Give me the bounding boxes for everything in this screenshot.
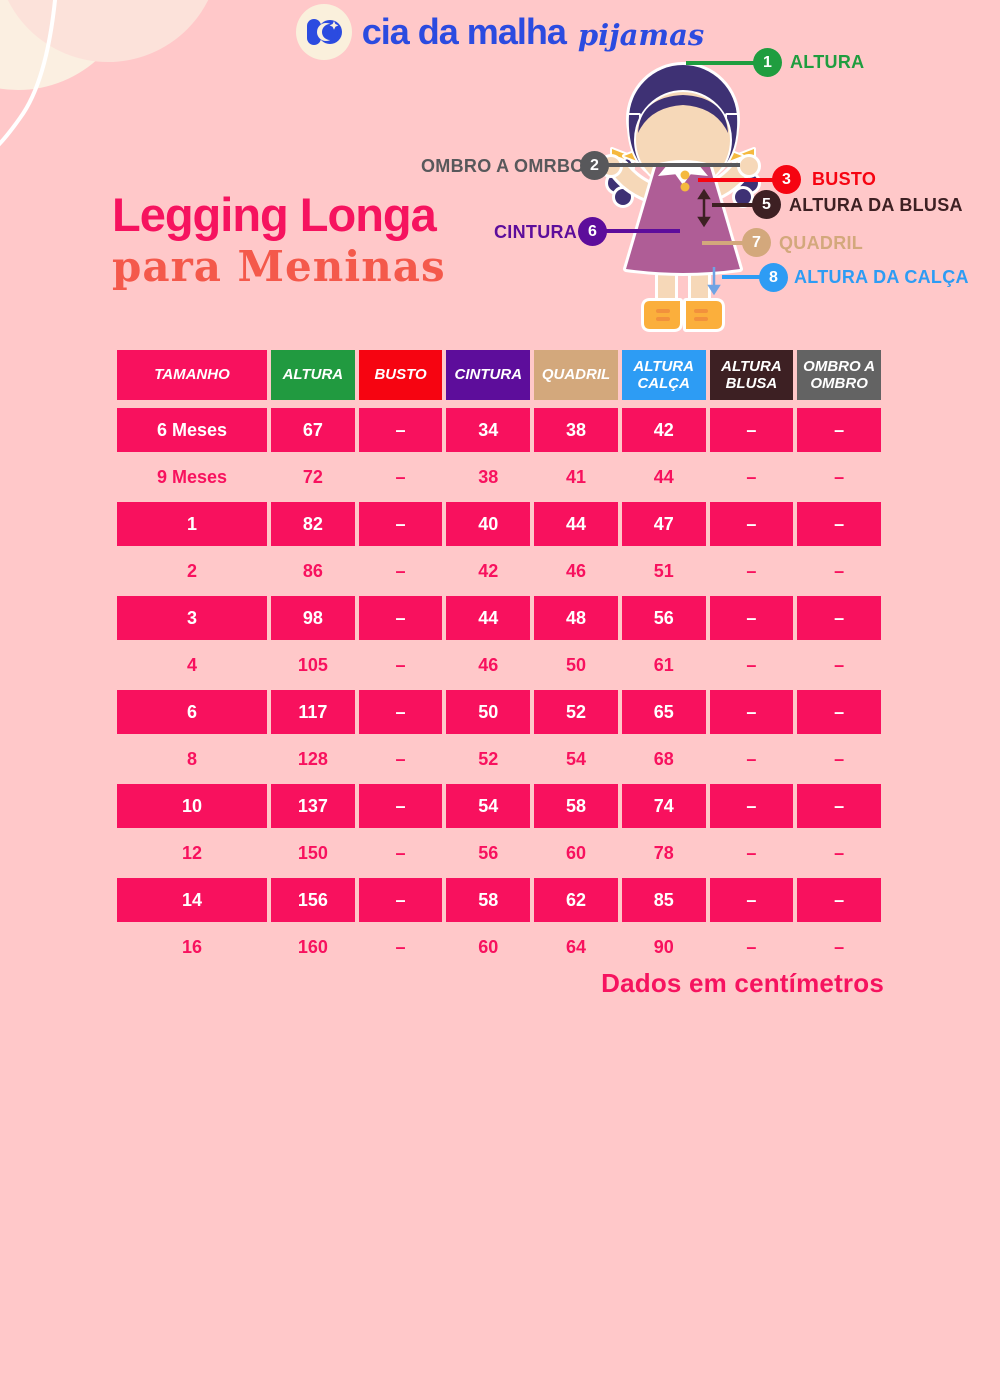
table-cell: 1 [117, 502, 267, 546]
table-cell: – [710, 878, 794, 922]
table-cell: – [797, 596, 881, 640]
table-cell: 52 [534, 690, 618, 734]
column-header: QUADRIL [534, 350, 618, 400]
altura-blusa-dot: 5 [752, 190, 781, 219]
brand-suffix: pijamas [577, 18, 705, 52]
table-cell: 4 [186, 654, 197, 675]
logo-moon-star-icon [296, 4, 352, 60]
busto-label: BUSTO [812, 169, 877, 189]
table-cell: 54 [446, 784, 530, 828]
table-cell: – [797, 690, 881, 734]
busto-dot: 3 [772, 165, 801, 194]
table-cell: 61 [653, 654, 674, 675]
cintura-line [606, 229, 680, 233]
table-cell: – [746, 560, 757, 581]
table-cell: 82 [271, 502, 355, 546]
table-cell: – [359, 878, 443, 922]
table-cell: 14 [117, 878, 267, 922]
column-header: ALTURA CALÇA [622, 350, 706, 400]
table-cell: 58 [534, 784, 618, 828]
quadril-dot: 7 [742, 228, 771, 257]
table-cell: – [834, 560, 845, 581]
table-cell: – [746, 842, 757, 863]
column-header: TAMANHO [117, 350, 267, 400]
table-cell: 46 [478, 654, 499, 675]
ombro-line [608, 163, 740, 167]
girl-illustration [598, 45, 762, 335]
column-header: OMBRO A OMBRO [797, 350, 881, 400]
table-cell: 137 [271, 784, 355, 828]
table-row [117, 408, 881, 452]
table-cell: 3 [117, 596, 267, 640]
table-cell: – [746, 936, 757, 957]
cintura-label: CINTURA [494, 222, 578, 242]
table-cell: 50 [446, 690, 530, 734]
table-cell: – [395, 936, 406, 957]
table-cell: – [834, 654, 845, 675]
table-row [117, 690, 881, 734]
table-cell: 52 [478, 748, 499, 769]
table-cell: 44 [534, 502, 618, 546]
table-row [117, 737, 881, 781]
table-cell: 117 [271, 690, 355, 734]
table-cell: 6 Meses [117, 408, 267, 452]
table-cell: – [797, 878, 881, 922]
table-cell: – [359, 784, 443, 828]
table-cell: 60 [478, 936, 499, 957]
table-cell: 8 [186, 748, 197, 769]
table-row [117, 643, 881, 687]
table-cell: – [710, 784, 794, 828]
table-cell: – [797, 502, 881, 546]
altura-dot: 1 [753, 48, 782, 77]
table-cell: 44 [653, 466, 674, 487]
altura-blusa-line [712, 203, 754, 207]
column-header: CINTURA [446, 350, 530, 400]
table-cell: – [797, 408, 881, 452]
brand-name: cia da malha [361, 11, 566, 52]
table-cell: 67 [271, 408, 355, 452]
table-row [117, 596, 881, 640]
table-row [117, 549, 881, 593]
table-cell: 68 [653, 748, 674, 769]
table-cell: 98 [271, 596, 355, 640]
table-cell: – [710, 690, 794, 734]
altura-calca-dot: 8 [759, 263, 788, 292]
table-cell: 46 [565, 560, 586, 581]
table-cell: 42 [622, 408, 706, 452]
table-cell: 150 [297, 842, 328, 863]
ombro-dot: 2 [580, 151, 609, 180]
table-cell: 48 [534, 596, 618, 640]
column-header: ALTURA BLUSA [710, 350, 794, 400]
table-cell: 6 [117, 690, 267, 734]
table-cell: 86 [302, 560, 323, 581]
table-cell: 85 [622, 878, 706, 922]
table-cell: – [797, 784, 881, 828]
table-row [117, 925, 881, 969]
table-cell: – [395, 466, 406, 487]
table-cell: – [359, 502, 443, 546]
size-table-body [117, 408, 881, 969]
title-line-2: para Meninas [112, 242, 446, 292]
table-cell: – [710, 596, 794, 640]
table-cell: – [834, 466, 845, 487]
table-cell: 41 [565, 466, 586, 487]
ombro-label: OMBRO A OMRBO [421, 156, 585, 176]
table-cell: 78 [653, 842, 674, 863]
table-cell: – [834, 936, 845, 957]
size-table [117, 350, 881, 969]
table-cell: – [746, 466, 757, 487]
table-cell: 42 [478, 560, 499, 581]
table-cell: 51 [653, 560, 674, 581]
table-cell: 47 [622, 502, 706, 546]
table-cell: 65 [622, 690, 706, 734]
table-cell: 16 [181, 936, 203, 957]
busto-line [698, 178, 774, 182]
table-cell: 64 [565, 936, 586, 957]
table-cell: – [395, 654, 406, 675]
table-cell: 50 [565, 654, 586, 675]
table-cell: 56 [478, 842, 499, 863]
table-cell: – [395, 842, 406, 863]
table-row [117, 831, 881, 875]
table-cell: – [834, 748, 845, 769]
table-row [117, 878, 881, 922]
table-cell: – [834, 842, 845, 863]
table-row [117, 502, 881, 546]
table-cell: – [746, 654, 757, 675]
table-cell: 44 [446, 596, 530, 640]
table-cell: 40 [446, 502, 530, 546]
table-cell: 12 [181, 842, 203, 863]
column-header: ALTURA [271, 350, 355, 400]
table-cell: – [359, 690, 443, 734]
table-cell: – [359, 408, 443, 452]
page-title [112, 188, 446, 292]
table-cell: 60 [565, 842, 586, 863]
table-cell: 38 [478, 466, 499, 487]
altura-label: ALTURA [790, 52, 865, 72]
altura-calca-line [722, 275, 762, 279]
table-cell: 72 [302, 466, 323, 487]
cintura-dot: 6 [578, 217, 607, 246]
units-note: Dados em centímetros [601, 968, 884, 998]
table-cell: 128 [297, 748, 328, 769]
table-cell: 2 [186, 560, 197, 581]
title-line-1: Legging Longa [112, 188, 436, 241]
table-cell: 156 [271, 878, 355, 922]
table-cell: 58 [446, 878, 530, 922]
table-cell: 90 [653, 936, 674, 957]
table-cell: 74 [622, 784, 706, 828]
table-cell: 34 [446, 408, 530, 452]
column-header: BUSTO [359, 350, 443, 400]
table-cell: 10 [117, 784, 267, 828]
size-table-header [117, 350, 881, 400]
table-cell: 9 Meses [156, 466, 228, 487]
table-cell: 38 [534, 408, 618, 452]
table-cell: – [710, 408, 794, 452]
table-cell: 54 [565, 748, 586, 769]
table-cell: 62 [534, 878, 618, 922]
table-cell: – [710, 502, 794, 546]
table-cell: – [395, 560, 406, 581]
table-cell: 56 [622, 596, 706, 640]
table-row [117, 784, 881, 828]
quadril-label: QUADRIL [779, 233, 864, 253]
altura-line [686, 61, 754, 65]
altura-calca-label: ALTURA DA CALÇA [794, 267, 969, 287]
quadril-line [702, 241, 744, 245]
table-cell: – [359, 596, 443, 640]
table-row [117, 455, 881, 499]
table-cell: – [395, 748, 406, 769]
table-cell: 160 [297, 936, 328, 957]
table-cell: – [746, 748, 757, 769]
altura-blusa-label: ALTURA DA BLUSA [789, 195, 963, 215]
table-cell: 105 [297, 654, 328, 675]
